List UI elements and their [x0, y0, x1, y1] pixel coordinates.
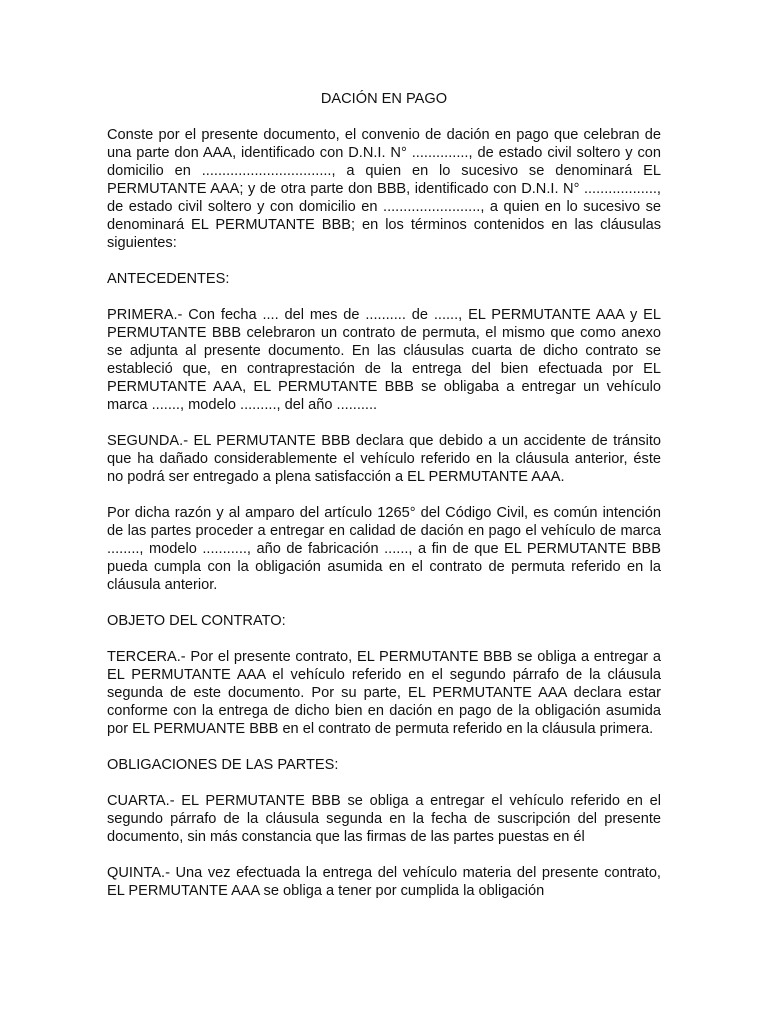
section-heading-obligaciones: OBLIGACIONES DE LAS PARTES: — [107, 757, 339, 773]
clause-quinta: QUINTA.- Una vez efectuada la entrega del vehículo materia del presente contrato, EL PERMUTANTE AAA se obliga a tener por cumplida la obligación — [107, 865, 661, 899]
section-heading-objeto: OBJETO DEL CONTRATO: — [107, 613, 286, 629]
intro-paragraph: Conste por el presente documento, el convenio de dación en pago que celebran de una parte don AAA, identificado con D.N.I. N° .............., de estado civil soltero y con domicilio en ................................, a quien en lo sucesivo se denominará EL PERMUTANTE AAA; y de otra parte don BBB, identificado con D.N.I. N° .................., de estado civil soltero y con domicilio en ........................, a quien en lo sucesivo se denominará EL PERMUTANTE BBB; en los términos contenidos en las cláusulas siguientes: — [107, 127, 661, 251]
clause-segunda: SEGUNDA.- EL PERMUTANTE BBB declara que debido a un accidente de tránsito que ha dañado considerablemente el vehículo referido en la cláusula anterior, éste no podrá ser entregado a plena satisfacción a EL PERMUTANTE AAA. — [107, 433, 661, 485]
clause-primera: PRIMERA.- Con fecha .... del mes de .......... de ......, EL PERMUTANTE AAA y EL PERMUTANTE BBB celebraron un contrato de permuta, el mismo que como anexo se adjunta al presente documento. En las cláusulas cuarta de dicho contrato se estableció que, en contraprestación de la entrega del bien efectuada por EL PERMUTANTE AAA, EL PERMUTANTE BBB se obligaba a entregar un vehículo marca ......., modelo ........., del año .......... — [107, 307, 661, 413]
document-title: DACIÓN EN PAGO — [320, 91, 448, 107]
section-heading-antecedentes: ANTECEDENTES: — [107, 271, 230, 287]
document-page — [107, 90, 661, 900]
clause-cuarta: CUARTA.- EL PERMUTANTE BBB se obliga a entregar el vehículo referido en el segundo párrafo de la cláusula segunda en la fecha de suscripción del presente documento, sin más constancia que las firmas de las partes puestas en él — [107, 793, 661, 845]
clause-tercera: TERCERA.- Por el presente contrato, EL PERMUTANTE BBB se obliga a entregar a EL PERMUTANTE AAA el vehículo referido en el segundo párrafo de la cláusula segunda de este documento. Por su parte, EL PERMUTANTE AAA declara estar conforme con la entrega de dicho bien en dación en pago de la obligación asumida por EL PERMUANTE BBB en el contrato de permuta referido en la cláusula primera. — [107, 649, 661, 737]
paragraph-por-dicha-razon: Por dicha razón y al amparo del artículo 1265° del Código Civil, es común intención de las partes proceder a entregar en calidad de dación en pago el vehículo de marca ........, modelo ..........., año de fabricación ......, a fin de que EL PERMUTANTE BBB pueda cumpla con la obligación asumida en el contrato de permuta referido en la cláusula anterior. — [107, 505, 661, 593]
